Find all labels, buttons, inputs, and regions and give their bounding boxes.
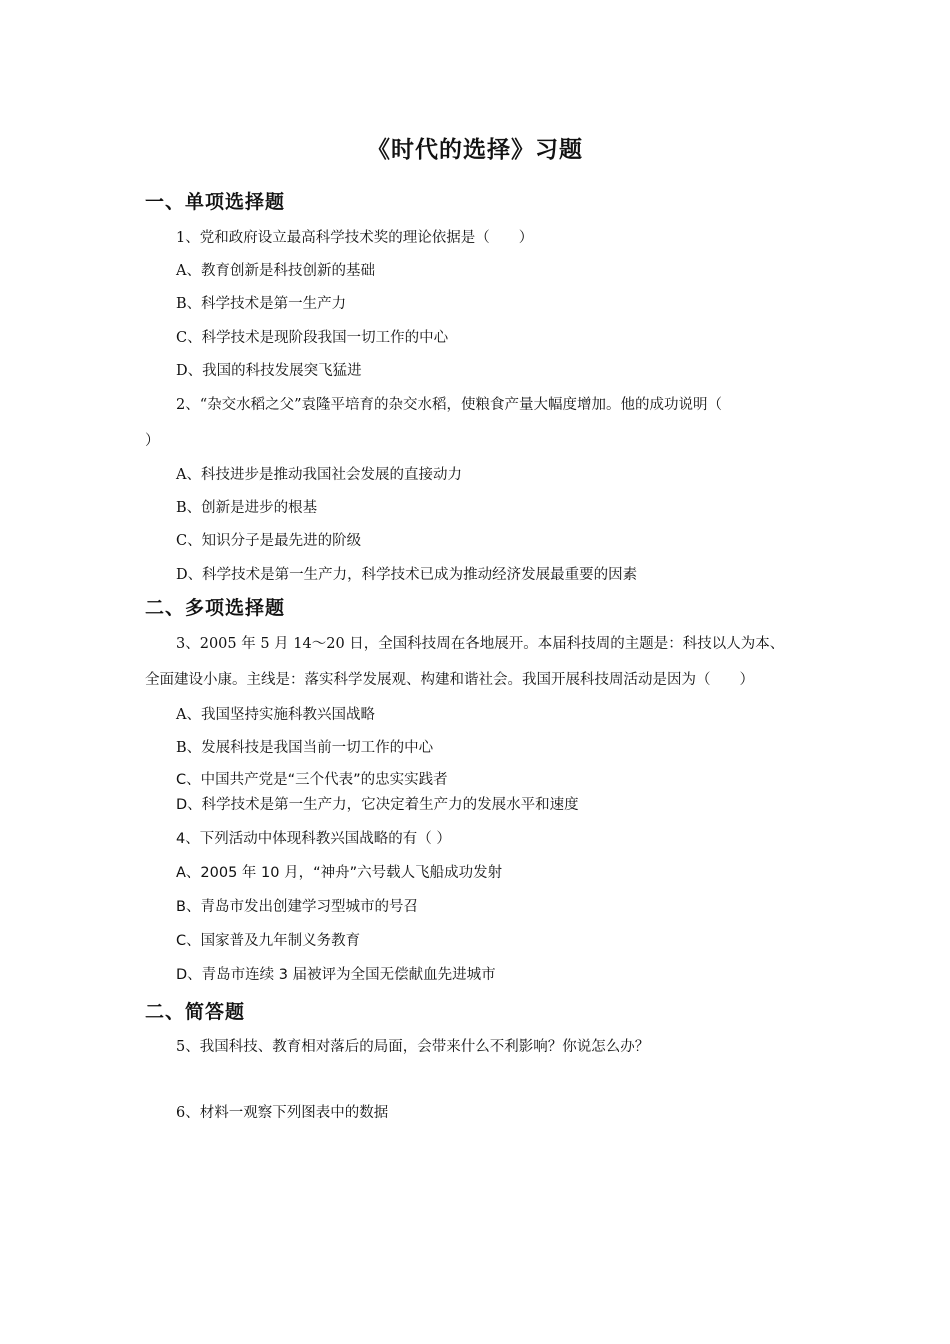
question-4-option-b: B、青岛市发出创建学习型城市的号召 bbox=[176, 899, 418, 915]
question-1-option-c: C、科学技术是现阶段我国一切工作的中心 bbox=[176, 330, 449, 346]
question-2-option-d: D、科学技术是第一生产力，科学技术已成为推动经济发展最重要的因素 bbox=[176, 567, 638, 583]
question-3-stem-line2: 全面建设小康。主线是：落实科学发展观、构建和谐社会。我国开展科技周活动是因为（ ） bbox=[145, 672, 754, 688]
question-3-option-c: C、中国共产党是“三个代表”的忠实实践者 bbox=[176, 772, 448, 788]
question-4-option-d: D、青岛市连续 3 届被评为全国无偿献血先进城市 bbox=[176, 967, 496, 983]
question-1-stem: 1、党和政府设立最高科学技术奖的理论依据是（ ） bbox=[176, 230, 534, 246]
question-3-option-a: A、我国坚持实施科教兴国战略 bbox=[176, 707, 375, 723]
question-4-stem: 4、下列活动中体现科教兴国战略的有（ ） bbox=[176, 831, 451, 847]
question-5: 5、我国科技、教育相对落后的局面，会带来什么不利影响？你说怎么办？ bbox=[176, 1039, 650, 1055]
question-2-option-a: A、科技进步是推动我国社会发展的直接动力 bbox=[176, 467, 462, 483]
question-6: 6、材料一观察下列图表中的数据 bbox=[176, 1105, 389, 1121]
question-2-stem-line2: ） bbox=[145, 433, 160, 449]
question-1-option-a: A、教育创新是科技创新的基础 bbox=[176, 263, 375, 279]
question-4-option-a: A、2005 年 10 月，“神舟”六号载人飞船成功发射 bbox=[176, 865, 503, 881]
question-1-option-b: B、科学技术是第一生产力 bbox=[176, 296, 347, 312]
question-2-option-c: C、知识分子是最先进的阶级 bbox=[176, 533, 362, 549]
question-2-option-b: B、创新是进步的根基 bbox=[176, 500, 318, 516]
question-4-option-c: C、国家普及九年制义务教育 bbox=[176, 933, 361, 949]
section-heading-multiple-choice: 二、多项选择题 bbox=[145, 597, 286, 619]
question-1-option-d: D、我国的科技发展突飞猛进 bbox=[176, 363, 362, 379]
question-3-option-b: B、发展科技是我国当前一切工作的中心 bbox=[176, 740, 434, 756]
section-heading-single-choice: 一、单项选择题 bbox=[145, 191, 286, 213]
document-title: 《时代的选择》习题 bbox=[367, 137, 583, 163]
section-heading-short-answer: 二、简答题 bbox=[145, 1001, 246, 1023]
question-3-option-d: D、科学技术是第一生产力，它决定着生产力的发展水平和速度 bbox=[176, 797, 579, 813]
question-3-stem-line1: 3、2005 年 5 月 14～20 日，全国科技周在各地展开。本届科技周的主题是：科技以人为本、 bbox=[176, 636, 785, 652]
question-2-stem-line1: 2、“杂交水稻之父”袁隆平培育的杂交水稻，使粮食产量大幅度增加。他的成功说明（ bbox=[176, 397, 723, 413]
